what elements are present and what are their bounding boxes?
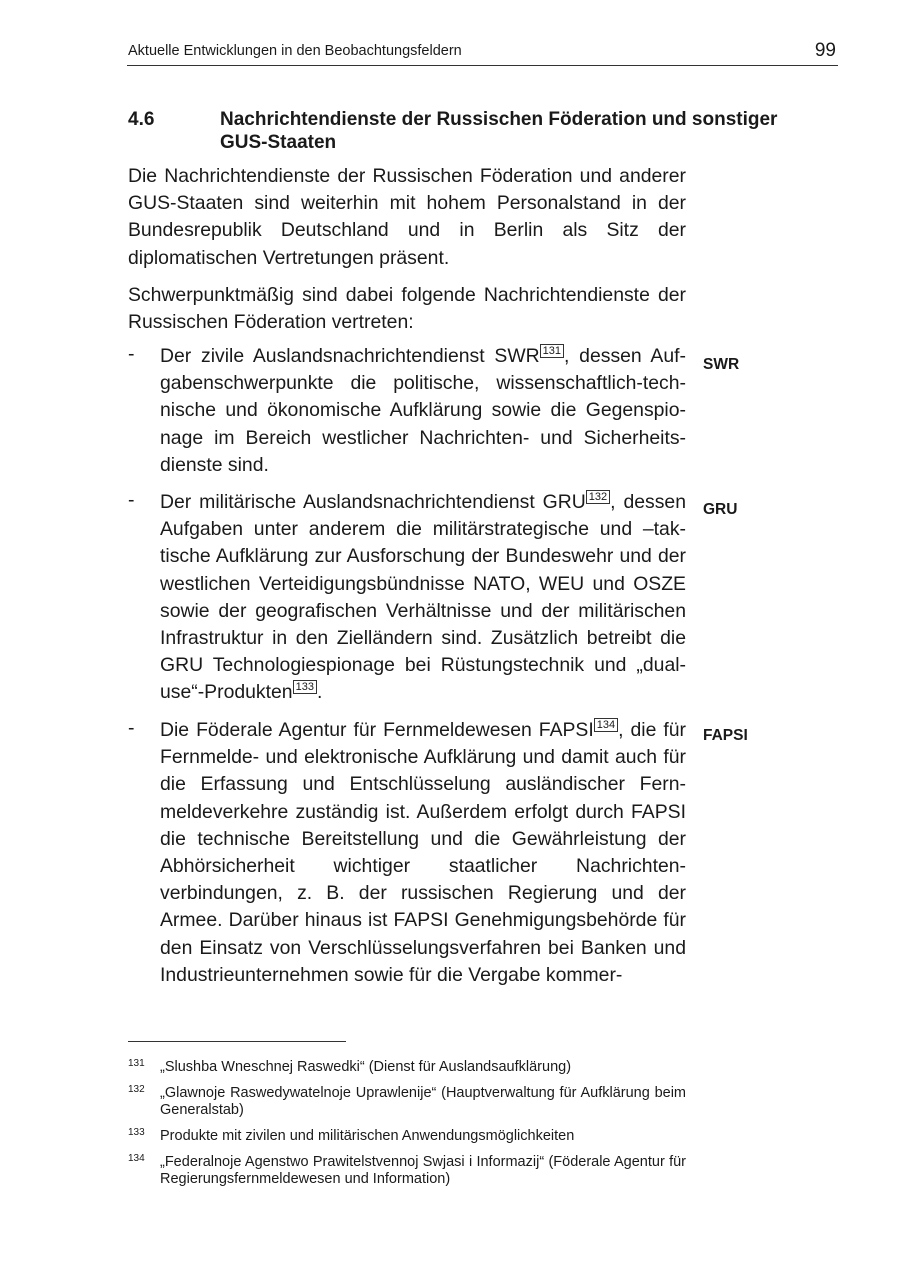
section-number: 4.6	[128, 109, 155, 130]
list-item-gru	[160, 489, 686, 707]
list-item-fapsi	[160, 717, 686, 989]
paragraph: Die Nachrichtendienste der Russischen Föderation und anderer GUS-Staaten sind weiterhin mit hohem Personalstand in der Bundesrepublik Deutschland und in Berlin als Sitz der diplomatischen Vertretungen präsent.	[128, 165, 686, 269]
footnote-text: Produkte mit zivilen und militärischen Anwendungsmöglichkeiten	[160, 1128, 575, 1144]
page-number: 99	[814, 40, 836, 61]
footnote-text: „Glawnoje Raswedywatelnoje Uprawlenije“ (Hauptverwaltung für Aufklärung beim Generalstab)	[160, 1085, 686, 1118]
list-dash: -	[128, 343, 135, 365]
footnote-number: 133	[128, 1127, 145, 1138]
footnote-number: 131	[128, 1058, 145, 1069]
list-text: , die für Fernmelde- und elektronische Aufklärung und damit auch für die Erfassung und Entschlüsselung ausländischer Fernmeldeverkehre zuständig ist. Außerdem erfolgt durch FAPSI die technische Bereitstellung und die Gewährleistung der Abhörsicherheit wichtiger staatlicher Nachrichtenverbindungen, z. B. der russischen Regierung und der Armee. Darüber hinaus ist FAPSI Genehmigungsbehörde für den Einsatz von Verschlüsselungsverfahren bei Banken und Industrieunternehmen sowie für die Vergabe kommer-	[160, 719, 687, 986]
footnote-ref-131[interactable]: 131	[540, 344, 564, 358]
list-text: Die Föderale Agentur für Fernmeldewesen FAPSI	[160, 719, 594, 741]
footnote-number: 134	[128, 1153, 145, 1164]
paragraph: Schwerpunktmäßig sind dabei folgende Nachrichtendienste der Russischen Föderation vertreten:	[128, 284, 686, 334]
header-rule	[127, 65, 838, 66]
running-header: Aktuelle Entwicklungen in den Beobachtungsfeldern	[128, 43, 462, 59]
footnote-ref-134[interactable]: 134	[594, 718, 618, 732]
margin-label-gru: GRU	[703, 501, 738, 518]
footnote-text: „Federalnoje Agenstwo Prawitelstvennoj Swjasi i Informazij“ (Föderale Agentur für Regierungsfernmeldewesen und Information)	[160, 1154, 686, 1187]
list-dash: -	[128, 489, 135, 511]
list-dash: -	[128, 717, 135, 739]
list-text: , dessen Aufgabenschwerpunkte die politische, wissenschaftlich-technische und ökonomische Aufklärung sowie die Gegenspionage im Bereich westlicher Nachrichten- und Sicherheitsdienste sind.	[160, 345, 686, 476]
list-text: Der zivile Auslandsnachrichtendienst SWR	[160, 345, 540, 367]
footnote-ref-132[interactable]: 132	[586, 490, 610, 504]
footnote-ref-133[interactable]: 133	[293, 680, 317, 694]
margin-label-fapsi: FAPSI	[703, 727, 748, 744]
margin-label-swr: SWR	[703, 356, 740, 373]
list-text: Der militärische Auslandsnachrichtendienst GRU	[160, 491, 586, 513]
section-title: Nachrichtendienste der Russischen Föderation und sonstiger GUS-Staaten	[220, 109, 778, 153]
list-text: , dessen Aufgaben unter anderem die militärstrategische und –taktische Aufklärung zur Ausforschung der Bundeswehr und der westlichen Verteidigungsbündnisse NATO, WEU und OSZE sowie der geografischen Verhältnisse und der militärischen Infrastruktur in den Zielländern sind. Zusätzlich betreibt die GRU Technologiespionage bei Rüstungstechnik und „dual-use“-Produkten	[160, 491, 686, 704]
list-item-swr	[160, 343, 686, 479]
list-text: .	[316, 681, 323, 704]
footnote-separator	[128, 1041, 346, 1042]
footnote-text: „Slushba Wneschnej Raswedki“ (Dienst für Auslandsaufklärung)	[160, 1059, 572, 1075]
footnote-number: 132	[128, 1084, 145, 1095]
